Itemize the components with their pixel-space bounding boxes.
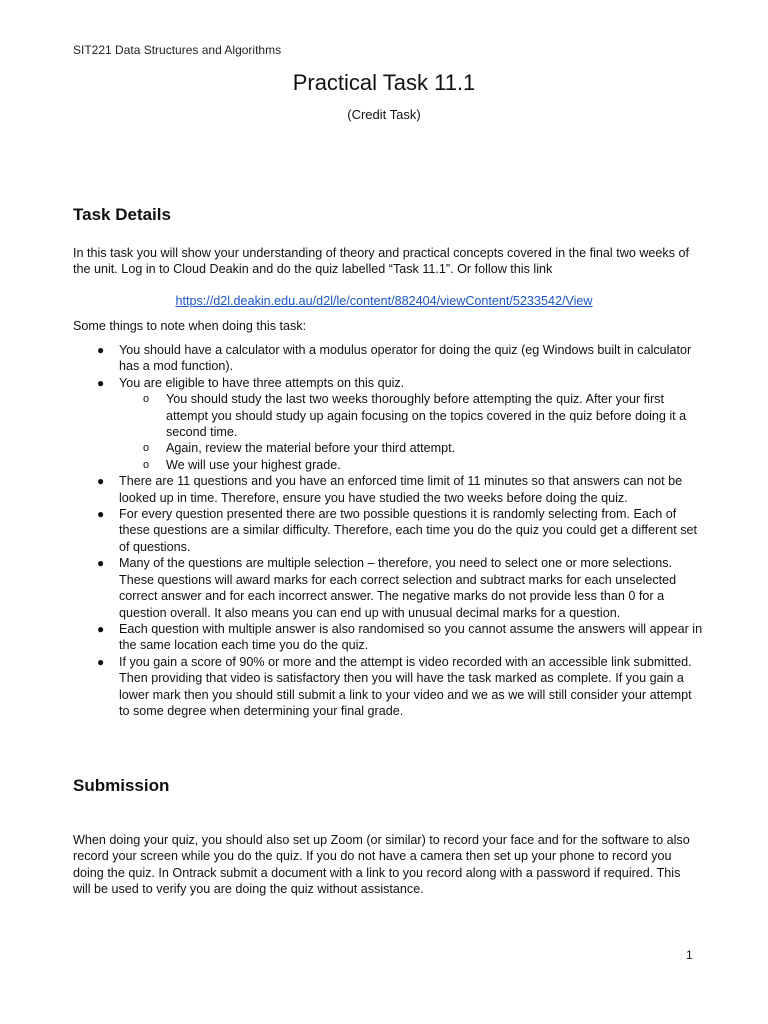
bullet-icon: ●	[97, 621, 105, 636]
bullet-icon: ●	[97, 654, 105, 669]
sub-list-item: o We will use your highest grade.	[143, 457, 341, 472]
list-item: ● There are 11 questions and you have an enforced time limit of 11 minutes so that answers can not be looked up in time. Therefore, ensure you have studied the two weeks before doing the quiz.	[97, 474, 683, 505]
attempts-sublist	[119, 391, 703, 473]
quiz-link-line	[0, 294, 768, 308]
bullet-icon: ●	[97, 556, 105, 571]
circle-bullet-icon: o	[143, 442, 150, 455]
list-item: ● Each question with multiple answer is also randomised so you cannot assume the answers will appear in the same location each time you do the quiz.	[97, 621, 703, 653]
submission-paragraph: When doing your quiz, you should also set up Zoom (or similar) to record your face and for the software to also record your screen while you do the quiz. If you do not have a camera then set up your phone to record you doing the quiz. In Ontrack submit a document with a link to you record along with a password if required. This will be used to verify you are doing the quiz without assistance.	[73, 833, 690, 897]
bullet-icon: ●	[97, 375, 105, 390]
bullet-icon: ●	[97, 343, 105, 357]
page-subtitle: (Credit Task)	[347, 107, 421, 122]
course-header: SIT221 Data Structures and Algorithms	[73, 43, 282, 57]
list-item: ● You should have a calculator with a modulus operator for doing the quiz (eg Windows built in calculator has a mod function).	[97, 343, 692, 374]
sub-list-item: o Again, review the material before your third attempt.	[143, 441, 456, 456]
list-item: ● For every question presented there are two possible questions it is randomly selecting from. Each of these questions are a similar difficulty. Therefore, each time you do the quiz you could get a different set of questions.	[97, 507, 698, 554]
notes-list	[73, 342, 703, 719]
task-details-heading: Task Details	[73, 205, 171, 224]
submission-heading: Submission	[73, 776, 170, 795]
page-number: 1	[686, 948, 693, 962]
circle-bullet-icon: o	[143, 393, 150, 406]
circle-bullet-icon: o	[143, 458, 150, 471]
list-item: ● If you gain a score of 90% or more and the attempt is video recorded with an accessible link submitted. Then providing that video is satisfactory then you will have the task marked as complete. If you gain a lower mark then you should still submit a link to your video and we as we will still consider your attempt to some degree when determining your final grade.	[97, 654, 692, 718]
bullet-icon: ●	[97, 507, 105, 522]
notes-lead: Some things to note when doing this task:	[73, 319, 307, 333]
page-title: Practical Task 11.1	[292, 70, 476, 95]
list-item: ● You are eligible to have three attempts on this quiz. o You should study the last two weeks thoroughly before attempting the quiz. After your first attempt you should study up again focusing on the topics covered in the quiz before doing it a second time. o Again, review the material before your third attempt. o We will use your highest grade.	[73, 375, 703, 473]
quiz-link[interactable]: https://d2l.deakin.edu.au/d2l/le/content/882404/viewContent/5233542/View	[175, 294, 593, 308]
sub-list-item: o You should study the last two weeks thoroughly before attempting the quiz. After your first attempt you should study up again focusing on the topics covered in the quiz before doing it a second time.	[143, 392, 687, 440]
list-item: ● Many of the questions are multiple selection – therefore, you need to select one or more selections. These questions will award marks for each correct selection and subtract marks for each unselected correct answer and for each incorrect answer. The negative marks do not provide less than 0 for a question overall. It also means you can end up with unusual decimal marks for a question.	[97, 556, 677, 620]
task-intro-paragraph: In this task you will show your understanding of theory and practical concepts covered in the final two weeks of the unit. Log in to Cloud Deakin and do the quiz labelled “Task 11.1”. Or follow this link	[73, 246, 690, 277]
bullet-icon: ●	[97, 474, 105, 489]
